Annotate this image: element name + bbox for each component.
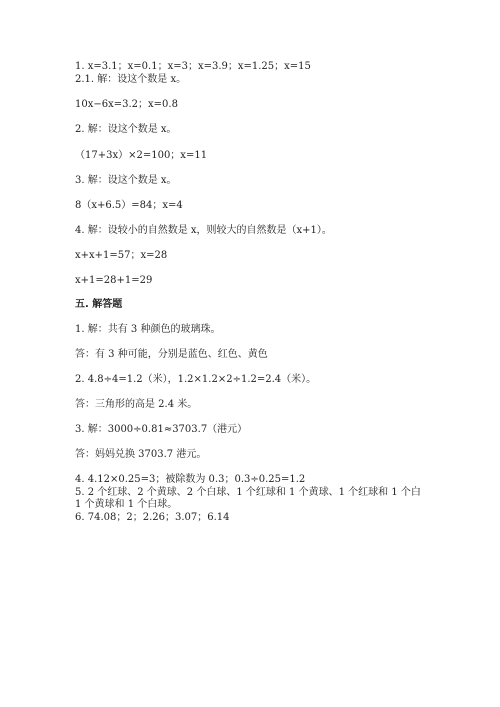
answer-line-12: 答：有 3 种可能，分别是蓝色、红色、黄色 xyxy=(75,349,268,360)
answer-line-7: 8（x+6.5）=84；x=4 xyxy=(75,200,183,211)
answer-line-1: 1. x=3.1；x=0.1；x=3；x=3.9；x=1.25；x=15 xyxy=(75,61,311,72)
answer-line-17: 4. 4.12×0.25=3；被除数为 0.3；0.3÷0.25=1.2 xyxy=(75,474,306,485)
answer-line-3: 10x−6x=3.2；x=0.8 xyxy=(75,99,178,110)
answer-line-13: 2. 4.8÷4=1.2（米），1.2×1.2×2÷1.2=2.4（米）。 xyxy=(75,374,317,385)
answer-line-15: 3. 解：3000÷0.81≈3703.7（港元） xyxy=(75,424,248,435)
answer-line-5: （17+3x）×2=100；x=11 xyxy=(75,150,208,161)
answer-line-16: 答：妈妈兑换 3703.7 港元。 xyxy=(75,449,207,460)
answer-line-6: 3. 解：设这个数是 x。 xyxy=(75,175,177,186)
answer-line-2: 2.1. 解：设这个数是 x。 xyxy=(75,74,187,85)
answer-line-9: x+x+1=57；x=28 xyxy=(75,250,168,261)
answer-line-14: 答：三角形的高是 2.4 米。 xyxy=(75,399,198,410)
answer-line-19: 1 个黄球和 1 个白球。 xyxy=(75,499,178,510)
answer-line-11: 1. 解：共有 3 种颜色的玻璃珠。 xyxy=(75,324,221,335)
section-heading: 五. 解答题 xyxy=(75,299,123,310)
answer-line-10: x+1=28+1=29 xyxy=(75,275,153,286)
answer-line-4: 2. 解：设这个数是 x。 xyxy=(75,124,177,135)
answer-line-20: 6. 74.08；2；2.26；3.07；6.14 xyxy=(75,512,230,523)
answer-line-8: 4. 解：设较小的自然数是 x，则较大的自然数是（x+1）。 xyxy=(75,225,332,236)
answer-line-18: 5. 2 个红球、2 个黄球、2 个白球、1 个红球和 1 个黄球、1 个红球和 1 个白 xyxy=(75,487,421,498)
